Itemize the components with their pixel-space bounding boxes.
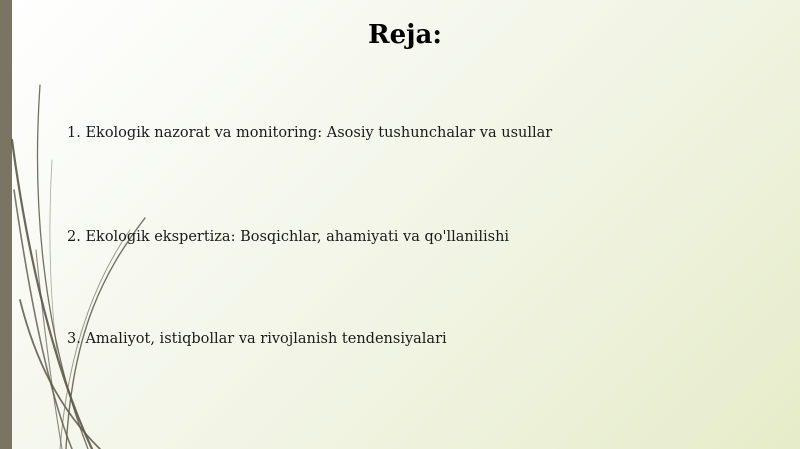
- plan-item-2: 2. Ekologik ekspertiza: Bosqichlar, ahamiyati va qo'llanilishi: [67, 229, 510, 245]
- left-accent-bar: [0, 0, 12, 449]
- slide-title: Reja:: [367, 20, 442, 50]
- plan-item-3: 3. Amaliyot, istiqbollar va rivojlanish tendensiyalari: [67, 331, 447, 347]
- plan-item-1: 1. Ekologik nazorat va monitoring: Asosiy tushunchalar va usullar: [67, 125, 553, 141]
